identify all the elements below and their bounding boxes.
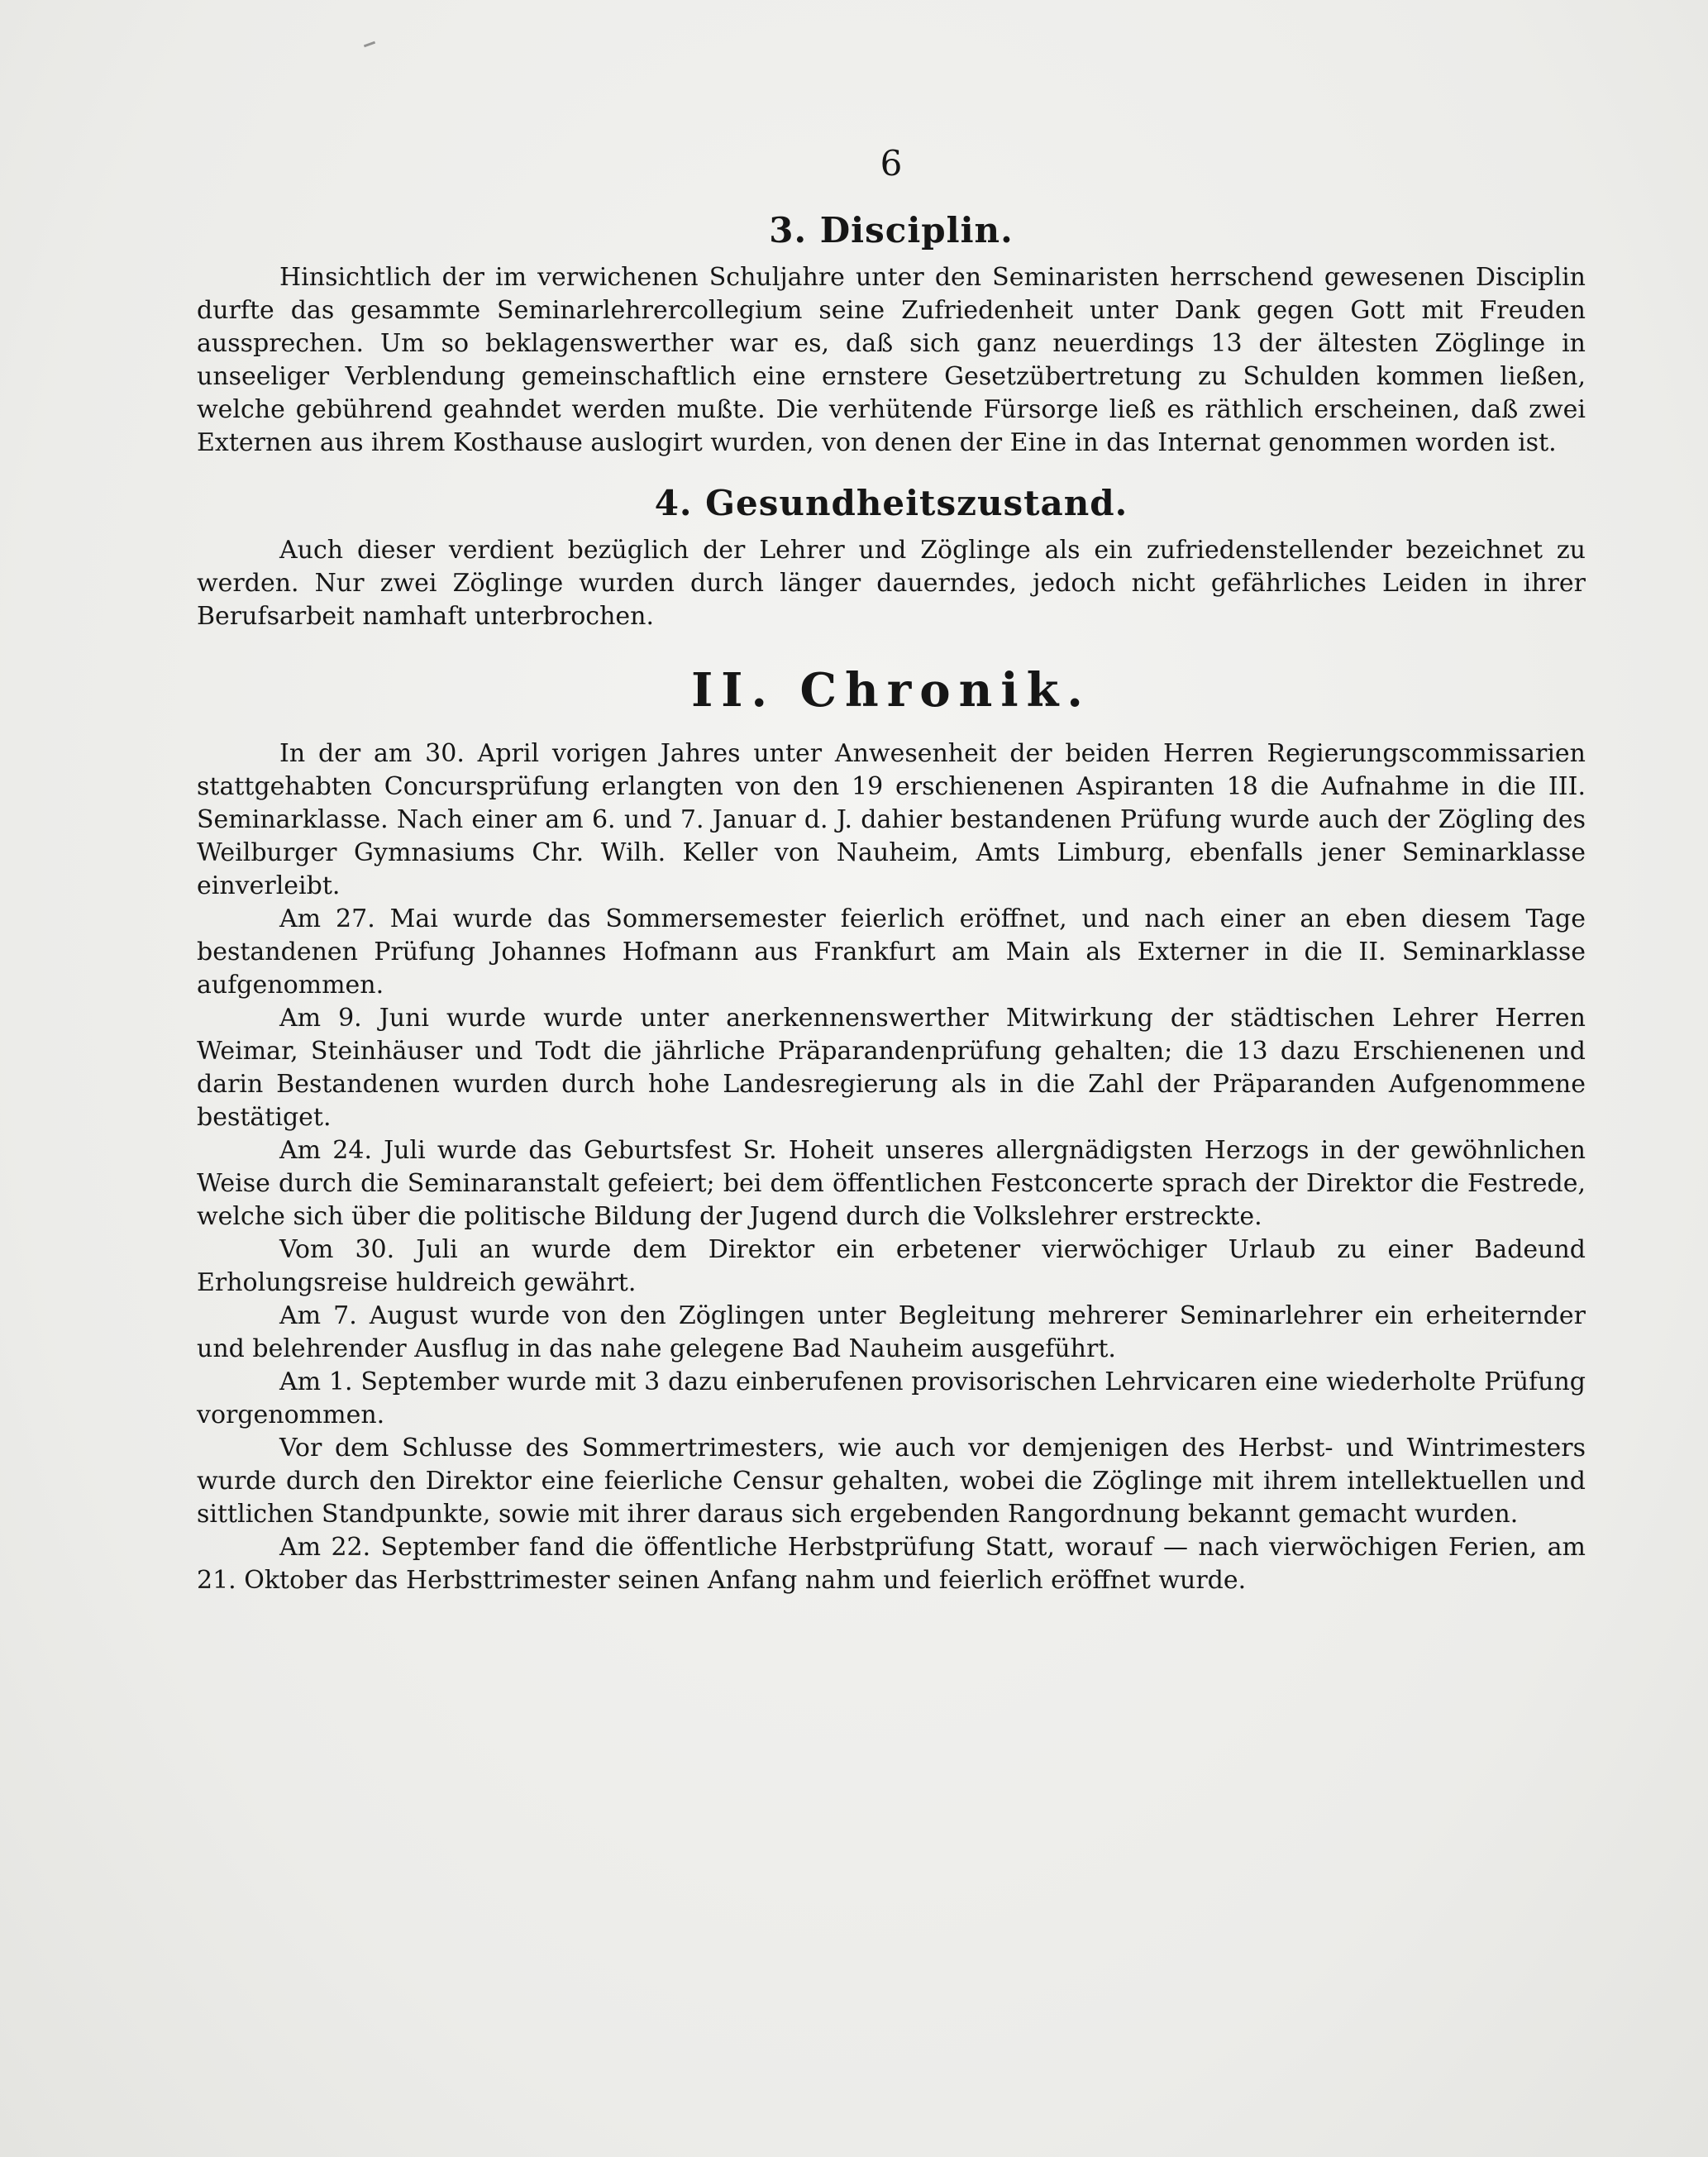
section-title-gesundheitszustand: 4. Gesundheitszustand.: [654, 483, 1128, 523]
paragraph-chronik-2: Am 27. Mai wurde das Sommersemester feierlich eröffnet, und nach einer an eben diesem Tage bestandenen Prüfung Johannes Hofmann aus Frankfurt am Main als Externer in die II. Seminarklasse aufgenommen.: [197, 904, 1586, 1000]
paragraph-disciplin: Hinsichtlich der im verwichenen Schuljahre unter den Seminaristen herrschend gewesenen Disciplin durfte das gesammte Seminarlehrercollegium seine Zufriedenheit unter Dank gegen Gott mit Freuden aussprechen. Um so beklagenswerther war es, daß sich ganz neuerdings 13 der ältesten Zöglinge in unseeliger Verblendung gemeinschaftlich eine ernstere Gesetzübertretung zu Schulden kommen ließen, welche gebührend geahndet werden mußte. Die verhütende Fürsorge ließ es räthlich erscheinen, daß zwei Externen aus ihrem Kosthause auslogirt wurden, von denen der Eine in das Internat genommen worden ist.: [197, 263, 1586, 457]
section-title-disciplin: 3. Disciplin.: [769, 210, 1014, 251]
paragraph-chronik-8: Vor dem Schlusse des Sommertrimesters, wie auch vor demjenigen des Herbst- und Wintrimesters wurde durch den Direktor eine feierliche Censur gehalten, wobei die Zöglinge mit ihrem intellektuellen und sittlichen Standpunkte, sowie mit ihrer daraus sich ergebenden Rangordnung bekannt gemacht wurden.: [197, 1434, 1586, 1529]
ink-mark: [364, 41, 375, 48]
page-content: [197, 132, 1586, 1597]
paragraph-chronik-1: In der am 30. April vorigen Jahres unter Anwesenheit der beiden Herren Regierungscommissarien stattgehabten Concursprüfung erlangten von den 19 erschienenen Aspiranten 18 die Aufnahme in die III. Seminarklasse. Nach einer am 6. und 7. Januar d. J. dahier bestandenen Prüfung wurde auch der Zögling des Weilburger Gymnasiums Chr. Wilh. Keller von Nauheim, Amts Limburg, ebenfalls jener Seminarklasse einverleibt.: [197, 739, 1586, 900]
paragraph-chronik-3: Am 9. Juni wurde wurde unter anerkennenswerther Mitwirkung der städtischen Lehrer Herren Weimar, Steinhäuser und Todt die jährliche Präparandenprüfung gehalten; die 13 dazu Erschienenen und darin Bestandenen wurden durch hohe Landesregierung als in die Zahl der Präparanden Aufgenommene bestätiget.: [197, 1004, 1586, 1132]
paragraph-chronik-7: Am 1. September wurde mit 3 dazu einberufenen provisorischen Lehrvicaren eine wiederholte Prüfung vorgenommen.: [197, 1367, 1586, 1429]
paragraph-chronik-5: Vom 30. Juli an wurde dem Direktor ein erbetener vierwöchiger Urlaub zu einer Badeund Erholungsreise huldreich gewährt.: [197, 1235, 1586, 1297]
paragraph-chronik-4: Am 24. Juli wurde das Geburtsfest Sr. Hoheit unseres allergnädigsten Herzogs in der gewöhnlichen Weise durch die Seminaranstalt gefeiert; bei dem öffentlichen Festconcerte sprach der Direktor die Festrede, welche sich über die politische Bildung der Jugend durch die Volkslehrer erstreckte.: [197, 1136, 1586, 1231]
paragraph-gesundheitszustand: Auch dieser verdient bezüglich der Lehrer und Zöglinge als ein zufriedenstellender bezeichnet zu werden. Nur zwei Zöglinge wurden durch länger dauerndes, jedoch nicht gefährliches Leiden in ihrer Berufsarbeit namhaft unterbrochen.: [197, 536, 1586, 631]
page-number: 6: [880, 143, 903, 184]
paragraph-chronik-9: Am 22. September fand die öffentliche Herbstprüfung Statt, worauf — nach vierwöchigen Ferien, am 21. Oktober das Herbsttrimester seinen Anfang nahm und feierlich eröffnet wurde.: [197, 1533, 1586, 1595]
chapter-title-chronik: II. Chronik.: [691, 663, 1091, 718]
paragraph-chronik-6: Am 7. August wurde von den Zöglingen unter Begleitung mehrerer Seminarlehrer ein erheiternder und belehrender Ausflug in das nahe gelegene Bad Nauheim ausgeführt.: [197, 1301, 1586, 1363]
